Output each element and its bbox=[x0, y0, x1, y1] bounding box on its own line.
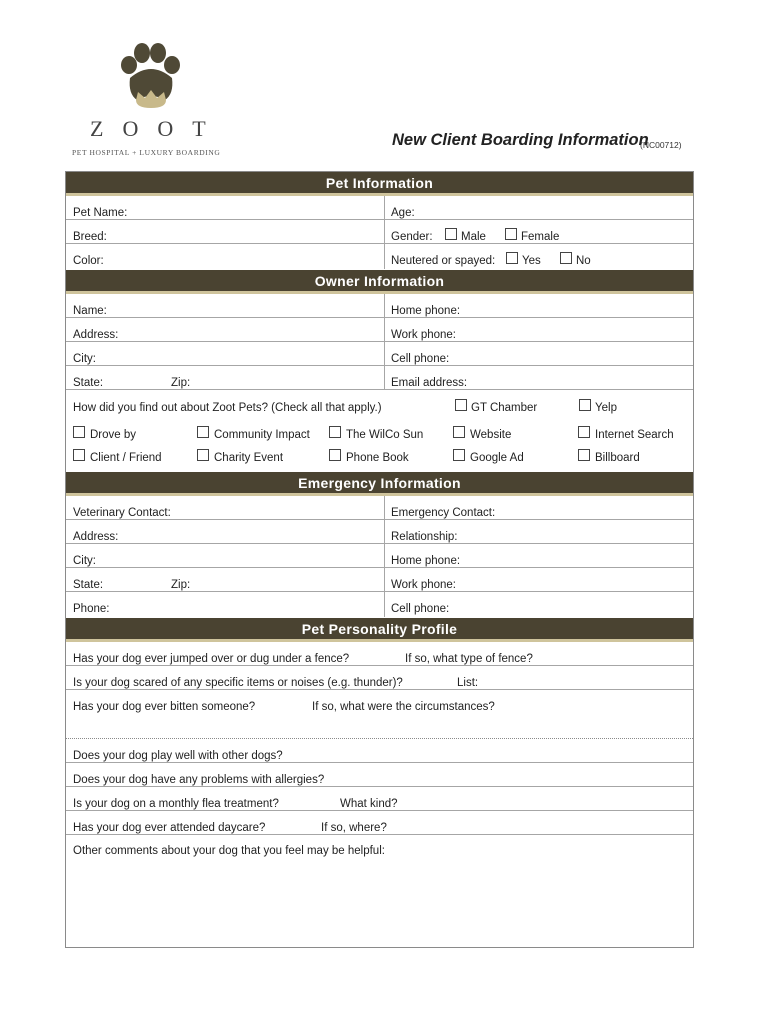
row-owner-address bbox=[66, 318, 693, 342]
gt-chamber-checkbox[interactable] bbox=[455, 399, 467, 411]
zoot-logo bbox=[68, 42, 238, 162]
google-ad-checkbox[interactable] bbox=[453, 449, 465, 461]
how-found-label: How did you find out about Zoot Pets? (Check all that apply.) bbox=[73, 402, 382, 414]
owner-state-label[interactable]: State: bbox=[73, 377, 104, 389]
billboard-label: Billboard bbox=[595, 452, 640, 464]
neutered-yes-label: Yes bbox=[522, 255, 541, 267]
row-flea bbox=[66, 787, 693, 811]
emergency-address-label[interactable]: Address: bbox=[73, 531, 119, 543]
client-friend-checkbox[interactable] bbox=[73, 449, 85, 461]
gender-label: Gender: bbox=[391, 231, 433, 243]
relationship-label[interactable]: Relationship: bbox=[391, 531, 458, 543]
row-emergency-city bbox=[66, 544, 693, 568]
section-emergency-information: Emergency Information bbox=[66, 472, 693, 496]
billboard-checkbox[interactable] bbox=[578, 449, 590, 461]
row-emergency-state bbox=[66, 568, 693, 592]
emergency-zip-label[interactable]: Zip: bbox=[171, 579, 191, 591]
row-vet-contact bbox=[66, 496, 693, 520]
emergency-contact-label[interactable]: Emergency Contact: bbox=[391, 507, 496, 519]
emergency-cell-phone-label[interactable]: Cell phone: bbox=[391, 603, 450, 615]
pet-name-label[interactable]: Pet Name: bbox=[73, 207, 128, 219]
row-owner-name bbox=[66, 294, 693, 318]
emergency-phone-label[interactable]: Phone: bbox=[73, 603, 110, 615]
fence-question[interactable]: Has your dog ever jumped over or dug under a fence? bbox=[73, 653, 350, 665]
bitten-question[interactable]: Has your dog ever bitten someone? bbox=[73, 701, 256, 713]
website-checkbox[interactable] bbox=[453, 426, 465, 438]
flea-question[interactable]: Is your dog on a monthly flea treatment? bbox=[73, 798, 279, 810]
section-pet-information: Pet Information bbox=[66, 172, 693, 196]
community-impact-label: Community Impact bbox=[214, 429, 310, 441]
paw-crown-icon bbox=[118, 42, 184, 114]
row-allergies bbox=[66, 763, 693, 787]
daycare-where-question[interactable]: If so, where? bbox=[321, 822, 387, 834]
owner-home-phone-label[interactable]: Home phone: bbox=[391, 305, 461, 317]
owner-address-label[interactable]: Address: bbox=[73, 329, 119, 341]
row-comments bbox=[66, 835, 693, 947]
row-scared bbox=[66, 666, 693, 690]
emergency-city-label[interactable]: City: bbox=[73, 555, 96, 567]
internet-search-label: Internet Search bbox=[595, 429, 674, 441]
owner-email-label[interactable]: Email address: bbox=[391, 377, 468, 389]
age-label[interactable]: Age: bbox=[391, 207, 415, 219]
flea-kind-question[interactable]: What kind? bbox=[340, 798, 398, 810]
emergency-state-label[interactable]: State: bbox=[73, 579, 104, 591]
row-emergency-phone bbox=[66, 592, 693, 617]
owner-work-phone-label[interactable]: Work phone: bbox=[391, 329, 456, 341]
owner-zip-label[interactable]: Zip: bbox=[171, 377, 191, 389]
neutered-label: Neutered or spayed: bbox=[391, 255, 496, 267]
row-daycare bbox=[66, 811, 693, 835]
row-emergency-address bbox=[66, 520, 693, 544]
internet-search-checkbox[interactable] bbox=[578, 426, 590, 438]
wilco-sun-checkbox[interactable] bbox=[329, 426, 341, 438]
neutered-no-label: No bbox=[576, 255, 591, 267]
charity-event-checkbox[interactable] bbox=[197, 449, 209, 461]
comments-question[interactable]: Other comments about your dog that you feel may be helpful: bbox=[73, 845, 385, 857]
owner-cell-phone-label[interactable]: Cell phone: bbox=[391, 353, 450, 365]
neutered-yes-checkbox[interactable] bbox=[506, 252, 518, 264]
section-pet-personality-profile: Pet Personality Profile bbox=[66, 618, 693, 642]
yelp-label: Yelp bbox=[595, 402, 617, 414]
row-owner-state bbox=[66, 366, 693, 390]
breed-label[interactable]: Breed: bbox=[73, 231, 107, 243]
play-question[interactable]: Does your dog play well with other dogs? bbox=[73, 750, 283, 762]
phone-book-checkbox[interactable] bbox=[329, 449, 341, 461]
wilco-sun-label: The WilCo Sun bbox=[346, 429, 424, 441]
boarding-form bbox=[65, 171, 694, 948]
phone-book-label: Phone Book bbox=[346, 452, 409, 464]
row-color bbox=[66, 244, 693, 269]
owner-city-label[interactable]: City: bbox=[73, 353, 96, 365]
client-friend-label: Client / Friend bbox=[90, 452, 162, 464]
row-bitten bbox=[66, 690, 693, 739]
male-checkbox[interactable] bbox=[445, 228, 457, 240]
female-checkbox[interactable] bbox=[505, 228, 517, 240]
row-owner-city bbox=[66, 342, 693, 366]
referral-sources bbox=[66, 390, 693, 470]
owner-name-label[interactable]: Name: bbox=[73, 305, 107, 317]
brand-name: ZOOT bbox=[90, 116, 225, 141]
row-pet-name bbox=[66, 196, 693, 220]
page-title: New Client Boarding Information bbox=[392, 131, 649, 149]
daycare-question[interactable]: Has your dog ever attended daycare? bbox=[73, 822, 266, 834]
emergency-home-phone-label[interactable]: Home phone: bbox=[391, 555, 461, 567]
male-label: Male bbox=[461, 231, 486, 243]
allergies-question[interactable]: Does your dog have any problems with allergies? bbox=[73, 774, 325, 786]
neutered-no-checkbox[interactable] bbox=[560, 252, 572, 264]
form-code: (NC00712) bbox=[640, 140, 682, 150]
website-label: Website bbox=[470, 429, 512, 441]
google-ad-label: Google Ad bbox=[470, 452, 524, 464]
color-label[interactable]: Color: bbox=[73, 255, 104, 267]
row-fence bbox=[66, 642, 693, 666]
drove-by-checkbox[interactable] bbox=[73, 426, 85, 438]
row-play bbox=[66, 739, 693, 763]
circumstances-question[interactable]: If so, what were the circumstances? bbox=[312, 701, 495, 713]
vet-contact-label[interactable]: Veterinary Contact: bbox=[73, 507, 171, 519]
female-label: Female bbox=[521, 231, 560, 243]
brand-tagline: PET HOSPITAL + LUXURY BOARDING bbox=[72, 148, 221, 157]
row-breed bbox=[66, 220, 693, 244]
fence-type-question[interactable]: If so, what type of fence? bbox=[405, 653, 533, 665]
scared-list-label[interactable]: List: bbox=[457, 677, 479, 689]
section-owner-information: Owner Information bbox=[66, 270, 693, 294]
scared-question[interactable]: Is your dog scared of any specific items or noises (e.g. thunder)? bbox=[73, 677, 403, 689]
gt-chamber-label: GT Chamber bbox=[471, 402, 538, 414]
drove-by-label: Drove by bbox=[90, 429, 137, 441]
emergency-work-phone-label[interactable]: Work phone: bbox=[391, 579, 456, 591]
charity-event-label: Charity Event bbox=[214, 452, 284, 464]
yelp-checkbox[interactable] bbox=[579, 399, 591, 411]
community-impact-checkbox[interactable] bbox=[197, 426, 209, 438]
